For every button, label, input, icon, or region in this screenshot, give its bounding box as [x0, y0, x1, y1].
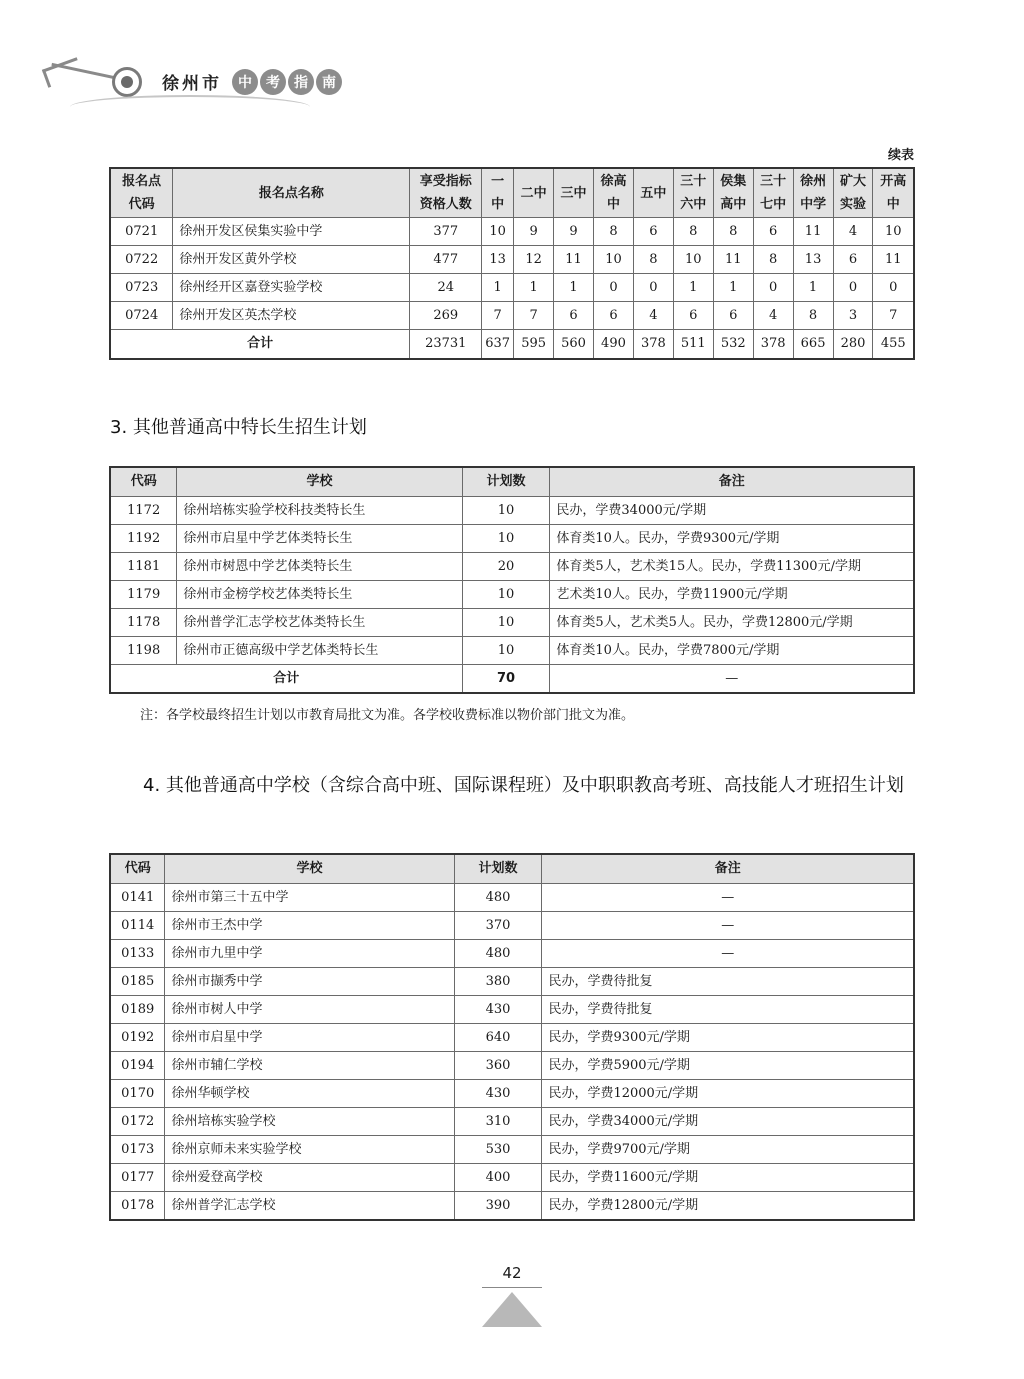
total-cell: 378 — [633, 330, 673, 360]
total-cell: 532 — [713, 330, 753, 360]
table-cell: 徐州华顿学校 — [165, 1080, 454, 1108]
table-cell: 0170 — [110, 1080, 165, 1108]
table-cell: 10 — [462, 581, 550, 609]
table-cell: 徐州市树恩中学艺体类特长生 — [177, 553, 462, 581]
table-cell: 民办，学费12000元/学期 — [542, 1080, 914, 1108]
column-header — [110, 168, 173, 218]
table-cell: 8 — [673, 218, 713, 246]
guide-char: 南 — [316, 69, 342, 95]
table-cell: 1178 — [110, 609, 177, 637]
table-cell: 0 — [594, 274, 634, 302]
table-cell: 0189 — [110, 996, 165, 1024]
column-header — [633, 168, 673, 218]
table-cell: 12 — [514, 246, 554, 274]
table-cell: 体育类10人。民办，学费9300元/学期 — [550, 525, 914, 553]
table-row — [110, 246, 914, 274]
table-cell: 体育类10人。民办，学费7800元/学期 — [550, 637, 914, 665]
table-row — [110, 1108, 914, 1136]
table-cell: 0 — [873, 274, 914, 302]
table-cell: 民办，学费12800元/学期 — [542, 1192, 914, 1221]
table-row — [110, 1136, 914, 1164]
table-cell: 民办，学费34000元/学期 — [550, 497, 914, 525]
column-header: 计划数 — [454, 854, 542, 884]
table-cell: 480 — [454, 940, 542, 968]
guide-char: 中 — [232, 69, 258, 95]
column-header — [173, 168, 410, 218]
table-cell: 8 — [713, 218, 753, 246]
header-text: 报名点 — [122, 174, 162, 189]
table-header-row — [110, 168, 914, 218]
table-cell: 艺术类10人。民办，学费11900元/学期 — [550, 581, 914, 609]
table-cell: 徐州培栋实验学校科技类特长生 — [177, 497, 462, 525]
header-text: 中 — [886, 197, 900, 212]
table-cell: 民办，学费11600元/学期 — [542, 1164, 914, 1192]
table-cell: 8 — [594, 218, 634, 246]
table-cell: 8 — [793, 302, 833, 330]
header-text: 中 — [606, 197, 620, 212]
total-row — [110, 330, 914, 360]
table-cell: 徐州开发区黄外学校 — [173, 246, 410, 274]
table-cell: 0141 — [110, 884, 165, 912]
quota-table — [109, 167, 915, 360]
table-row — [110, 525, 914, 553]
table-cell: 640 — [454, 1024, 542, 1052]
table-cell: 430 — [454, 1080, 542, 1108]
table-row — [110, 274, 914, 302]
table-row — [110, 1024, 914, 1052]
table-cell: 徐州开发区侯集实验中学 — [173, 218, 410, 246]
table-cell: 0185 — [110, 968, 165, 996]
table-cell: 430 — [454, 996, 542, 1024]
table-cell: 370 — [454, 912, 542, 940]
table-cell: — — [542, 912, 914, 940]
table-cell: 1198 — [110, 637, 177, 665]
header-text: 三十 — [680, 174, 707, 189]
table-cell: 徐州市启星中学 — [165, 1024, 454, 1052]
table-cell: 民办，学费待批复 — [542, 996, 914, 1024]
table-header-row — [110, 467, 914, 497]
table-row — [110, 884, 914, 912]
table-cell: 10 — [462, 497, 550, 525]
table-cell: 310 — [454, 1108, 542, 1136]
column-header: 备注 — [542, 854, 914, 884]
table-row — [110, 968, 914, 996]
table-cell: 0 — [753, 274, 793, 302]
table-cell: 4 — [753, 302, 793, 330]
table-cell: 11 — [793, 218, 833, 246]
table-cell: 400 — [454, 1164, 542, 1192]
table-cell: 24 — [410, 274, 482, 302]
table-cell: 377 — [410, 218, 482, 246]
header-text: 一 — [491, 174, 505, 189]
table-cell: 8 — [753, 246, 793, 274]
table-row — [110, 637, 914, 665]
table-cell: 9 — [514, 218, 554, 246]
header-text: 开高 — [880, 174, 907, 189]
column-header: 代码 — [110, 467, 177, 497]
table-header-row — [110, 854, 914, 884]
header-text: 徐州 — [800, 174, 827, 189]
table-cell: 徐州市启星中学艺体类特长生 — [177, 525, 462, 553]
target-icon — [112, 67, 142, 97]
table-cell: 6 — [633, 218, 673, 246]
table-cell: 9 — [554, 218, 594, 246]
total-cell: — — [550, 665, 914, 694]
table-cell: 3 — [833, 302, 873, 330]
header-text: 实验 — [839, 197, 866, 212]
header-text: 报名点名称 — [258, 185, 324, 201]
total-cell: 595 — [514, 330, 554, 360]
column-header: 计划数 — [462, 467, 550, 497]
specialty-table — [109, 466, 915, 694]
table-cell: 体育类5人，艺术类5人。民办，学费12800元/学期 — [550, 609, 914, 637]
table-cell: 徐州市金榜学校艺体类特长生 — [177, 581, 462, 609]
total-cell: 560 — [554, 330, 594, 360]
table-row — [110, 912, 914, 940]
table-cell: 6 — [753, 218, 793, 246]
table-cell: 10 — [462, 609, 550, 637]
table-cell: 1 — [713, 274, 753, 302]
table-cell: 4 — [833, 218, 873, 246]
table-cell: 0194 — [110, 1052, 165, 1080]
column-header — [594, 168, 634, 218]
table-cell: 0 — [633, 274, 673, 302]
table-cell: 民办，学费9700元/学期 — [542, 1136, 914, 1164]
table-cell: 徐州普学汇志学校艺体类特长生 — [177, 609, 462, 637]
table-cell: 477 — [410, 246, 482, 274]
column-header: 学校 — [165, 854, 454, 884]
table-cell: 民办，学费待批复 — [542, 968, 914, 996]
table-cell: 0133 — [110, 940, 165, 968]
table-cell: 1192 — [110, 525, 177, 553]
table-cell: 徐州京师未来实验学校 — [165, 1136, 454, 1164]
column-header — [753, 168, 793, 218]
column-header — [482, 168, 514, 218]
table-cell: 13 — [793, 246, 833, 274]
table-cell: 11 — [873, 246, 914, 274]
table-cell: 徐州市第三十五中学 — [165, 884, 454, 912]
table-row — [110, 940, 914, 968]
table-cell: 20 — [462, 553, 550, 581]
table-row — [110, 1052, 914, 1080]
column-header — [514, 168, 554, 218]
total-label: 合计 — [110, 330, 410, 360]
table-cell: 1 — [793, 274, 833, 302]
header-text: 徐高 — [600, 174, 627, 189]
header-text: 三中 — [560, 185, 587, 201]
swoosh-decoration — [70, 95, 310, 119]
table-cell: 6 — [833, 246, 873, 274]
table-cell: 0114 — [110, 912, 165, 940]
table-cell: 10 — [873, 218, 914, 246]
table-cell: 8 — [633, 246, 673, 274]
table-cell: 480 — [454, 884, 542, 912]
table-cell: 7 — [514, 302, 554, 330]
column-header — [554, 168, 594, 218]
table-cell: 0177 — [110, 1164, 165, 1192]
table-cell: 13 — [482, 246, 514, 274]
table-cell: 6 — [673, 302, 713, 330]
total-cell: 665 — [793, 330, 833, 360]
page-number: 42 — [502, 1264, 522, 1282]
table-cell: 6 — [594, 302, 634, 330]
header-text: 享受指标 — [419, 174, 472, 189]
table-cell: 10 — [673, 246, 713, 274]
school-plan-table — [109, 853, 915, 1221]
table-cell: 徐州市九里中学 — [165, 940, 454, 968]
table-row — [110, 302, 914, 330]
table-cell: 7 — [482, 302, 514, 330]
table-cell: 民办，学费34000元/学期 — [542, 1108, 914, 1136]
header-text: 中学 — [800, 197, 827, 212]
guide-char: 考 — [260, 69, 286, 95]
table-row — [110, 996, 914, 1024]
page-header — [40, 55, 340, 115]
footer-rule — [482, 1287, 542, 1288]
table-row — [110, 553, 914, 581]
table-cell: 7 — [873, 302, 914, 330]
table-cell: 徐州市王杰中学 — [165, 912, 454, 940]
guide-char: 指 — [288, 69, 314, 95]
total-cell: 280 — [833, 330, 873, 360]
table-row — [110, 1164, 914, 1192]
table-row — [110, 1192, 914, 1221]
table-cell: 徐州市正德高级中学艺体类特长生 — [177, 637, 462, 665]
total-cell: 637 — [482, 330, 514, 360]
header-city: 徐州市 — [162, 74, 222, 94]
table-cell: 0723 — [110, 274, 173, 302]
table-cell: 徐州普学汇志学校 — [165, 1192, 454, 1221]
table-row — [110, 218, 914, 246]
table-cell: 体育类5人，艺术类15人。民办，学费11300元/学期 — [550, 553, 914, 581]
column-header: 学校 — [177, 467, 462, 497]
table-cell: 10 — [482, 218, 514, 246]
table-cell: 民办，学费9300元/学期 — [542, 1024, 914, 1052]
section-3-title: 3. 其他普通高中特长生招生计划 — [110, 417, 367, 438]
table-cell: 380 — [454, 968, 542, 996]
table-cell: 徐州经开区嘉登实验学校 — [173, 274, 410, 302]
total-cell: 455 — [873, 330, 914, 360]
continued-label: 续表 — [887, 148, 914, 163]
table-cell: 0721 — [110, 218, 173, 246]
table-cell: 民办，学费5900元/学期 — [542, 1052, 914, 1080]
table-row — [110, 1080, 914, 1108]
header-text: 六中 — [680, 197, 707, 212]
table-cell: 10 — [462, 525, 550, 553]
table-cell: 徐州爱登高学校 — [165, 1164, 454, 1192]
table-cell: 390 — [454, 1192, 542, 1221]
table-cell: 360 — [454, 1052, 542, 1080]
table-row — [110, 497, 914, 525]
column-header: 备注 — [550, 467, 914, 497]
table-cell: 徐州培栋实验学校 — [165, 1108, 454, 1136]
table-cell: 徐州市树人中学 — [165, 996, 454, 1024]
table-cell: 10 — [462, 637, 550, 665]
header-text: 资格人数 — [419, 197, 472, 212]
table-cell: 徐州开发区英杰学校 — [173, 302, 410, 330]
column-header — [673, 168, 713, 218]
header-text: 七中 — [760, 197, 787, 212]
total-cell: 70 — [462, 665, 550, 694]
total-cell: 490 — [594, 330, 634, 360]
table-cell: 4 — [633, 302, 673, 330]
header-text: 二中 — [520, 185, 547, 201]
table-cell: 0173 — [110, 1136, 165, 1164]
total-label: 合计 — [110, 665, 462, 694]
column-header — [833, 168, 873, 218]
section-3-note: 注：各学校最终招生计划以市教育局批文为准。各学校收费标准以物价部门批文为准。 — [140, 708, 635, 723]
section-4-title: 4. 其他普通高中学校（含综合高中班、国际课程班）及中职职教高考班、高技能人才班招生计划 — [143, 775, 904, 796]
total-cell: 378 — [753, 330, 793, 360]
header-text: 侯集 — [720, 174, 747, 189]
total-row — [110, 665, 914, 694]
header-text: 三十 — [760, 174, 787, 189]
table-cell: 徐州市辅仁学校 — [165, 1052, 454, 1080]
arrow-feather-icon — [42, 57, 83, 88]
table-cell: 530 — [454, 1136, 542, 1164]
total-cell: 23731 — [410, 330, 482, 360]
table-cell: 徐州市撷秀中学 — [165, 968, 454, 996]
column-header — [410, 168, 482, 218]
table-cell: 1 — [554, 274, 594, 302]
table-cell: 0724 — [110, 302, 173, 330]
header-text: 代码 — [128, 197, 155, 212]
table-cell: 1 — [514, 274, 554, 302]
column-header: 代码 — [110, 854, 165, 884]
column-header — [793, 168, 833, 218]
table-cell: — — [542, 884, 914, 912]
table-cell: 1 — [673, 274, 713, 302]
table-cell: — — [542, 940, 914, 968]
table-cell: 6 — [554, 302, 594, 330]
table-cell: 1179 — [110, 581, 177, 609]
column-header — [713, 168, 753, 218]
table-cell: 6 — [713, 302, 753, 330]
table-cell: 11 — [713, 246, 753, 274]
table-cell: 0192 — [110, 1024, 165, 1052]
table-row — [110, 581, 914, 609]
table-cell: 11 — [554, 246, 594, 274]
total-cell: 511 — [673, 330, 713, 360]
header-text: 矿大 — [839, 174, 866, 189]
table-cell: 0178 — [110, 1192, 165, 1221]
table-cell: 1 — [482, 274, 514, 302]
footer-triangle-icon — [482, 1292, 542, 1327]
table-cell: 0722 — [110, 246, 173, 274]
table-cell: 0 — [833, 274, 873, 302]
header-text: 高中 — [720, 197, 747, 212]
header-text: 五中 — [640, 185, 667, 201]
table-row — [110, 609, 914, 637]
header-guide — [232, 69, 342, 95]
column-header — [873, 168, 914, 218]
table-cell: 1181 — [110, 553, 177, 581]
table-cell: 0172 — [110, 1108, 165, 1136]
header-text: 中 — [491, 197, 505, 212]
table-cell: 10 — [594, 246, 634, 274]
table-cell: 269 — [410, 302, 482, 330]
table-cell: 1172 — [110, 497, 177, 525]
